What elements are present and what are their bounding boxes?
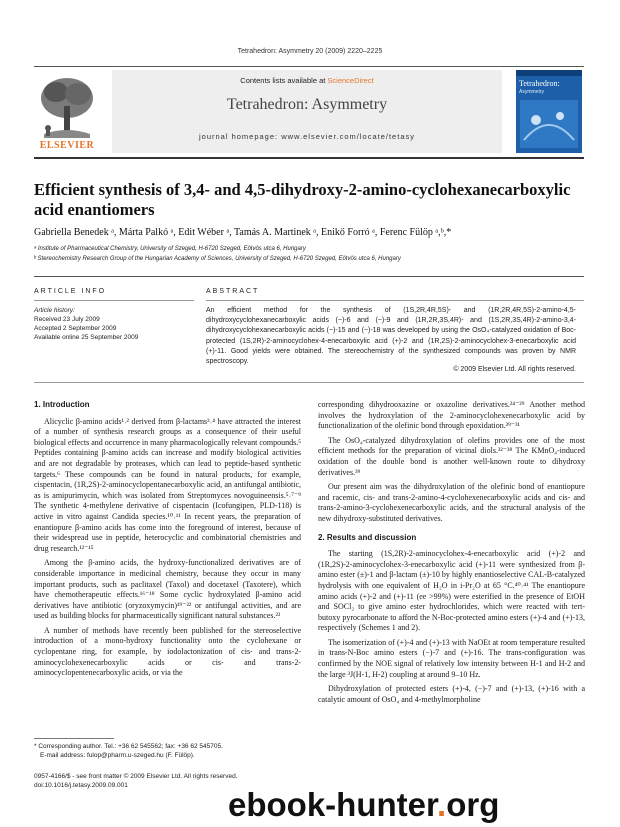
history-label: Article history: bbox=[34, 307, 75, 314]
corresponding-author: * Corresponding author. Tel.: +36 62 545562; fax: +36 62 545705. bbox=[34, 743, 223, 750]
body-top-rule bbox=[34, 382, 584, 383]
journal-homepage[interactable]: journal homepage: www.elsevier.com/locate/tetasy bbox=[198, 132, 415, 141]
publisher-name: ELSEVIER bbox=[39, 140, 95, 151]
abstract-rule bbox=[206, 300, 584, 301]
intro-paragraph-3: A number of methods have recently been published for the stereoselective introduction of a mono-hydroxy functionality onto the cyclohexane or cyclopentane ring, for example, by iodolactonization of cis- and trans-2-aminocyclohexenecarboxylic acids or cis- and trans-2-aminocyclopentenecarboxylic acids, or via the bbox=[34, 625, 301, 678]
left-column bbox=[34, 400, 301, 780]
abstract-heading: ABSTRACT bbox=[206, 288, 260, 295]
header-top-rule bbox=[34, 66, 584, 67]
copyright-line: © 2009 Elsevier Ltd. All rights reserved. bbox=[453, 366, 576, 373]
contents-prefix: Contents lists available at bbox=[240, 76, 328, 85]
sciencedirect-link[interactable]: ScienceDirect bbox=[327, 76, 374, 85]
affiliation-a: ᵃ Institute of Pharmaceutical Chemistry, University of Szeged, H-6720 Szeged, Eötvös utca 6, Hungary bbox=[34, 246, 306, 252]
footnote bbox=[34, 742, 301, 760]
journal-reference: Tetrahedron: Asymmetry 20 (2009) 2220–2225 bbox=[237, 48, 383, 55]
results-paragraph-3: Dihydroxylation of protected esters (+)-4, (−)-7 and (+)-13, (+)-16 with a catalytic amount of OsO₄ and 4-methylmorpholine bbox=[318, 684, 585, 704]
results-paragraph-1: The starting (1S,2R)-2-aminocyclohex-4-enecarboxylic acid (+)-2 and (1R,2S)-2-aminocyclohex-3-enecarboxylic acid (+)-11 were synthesized from β-amino ester (±)-1 and β-lactam (±)-10 by highly enantioselective CAL-B-catalyzed hydrolysis with one equivalent of H₂O in i-Pr₂O at 65 °C.⁴⁰˒⁴¹ The enantiopure amino acids (+)-2 and (+)-11 (ee >99%) were esterified in the presence of EtOH and SOCl₂ to give amino ester hydrochlorides, which were reacted with tert-butoxy pyrocarbonate to afford the N-Boc-protected amino esters (+)-4 and (+)-13, respectively (Schemes 1 and 2). bbox=[318, 549, 585, 633]
abstract-text: An efficient method for the synthesis of (1S,2R,4R,5S)- and (1R,2R,4R,5S)-2-amino-4,5-dihydroxycyclohexanecarboxylic acids (−)-6 and (−)-9 and (1R,2R,3S,4R)- and (1S,2R,3S,4R)-2-amino-3,4-dihydroxycyclohexanecarboxylic acids (−)-15 and (−)-18 was developed by using the OsO₄-catalyzed oxidation of Boc-protected (1S,2R)-2-aminocyclohex-4-enecarboxylic acid (+)-2 and (1R,2S)-2-aminocyclohex-3-enecarboxylic acid (+)-11. Good yields were obtained. The stereochemistry of the synthesized compounds was proven by NMR spectroscopy. bbox=[206, 307, 576, 366]
right-paragraph-1: corresponding dihydrooxazine or oxazoline derivatives.²⁴⁻²⁹ Another method involves the hydroxylation of the 2-aminocyclohexenecarboxylic acid by functionalization of the olefinic bond through epoxidation.²⁹⁻³¹ bbox=[318, 400, 585, 431]
watermark-dot: . bbox=[437, 786, 447, 823]
article-history bbox=[34, 306, 194, 342]
issn-line: 0957-4166/$ - see front matter © 2009 Elsevier Ltd. All rights reserved. bbox=[34, 773, 238, 780]
cover-title: Tetrahedron: bbox=[519, 79, 560, 88]
cover-subtitle: Asymmetry bbox=[519, 89, 544, 95]
intro-paragraph-1: Alicyclic β-amino acids¹˒² derived from β-lactams³˒⁴ have attracted the interest of a number of synthesis research groups as a consequence of their useful biological effects and occurrence in many pharmacologically relevant compounds.⁵ Peptides containing β-amino acids can increase and modify biological activities and are not degradable by proteases, which can lead to peptide-based synthetic targets.⁶ These compounds can be found in natural products, for example, cispentacin, (1R,2S)-2-aminocyclopentanecarboxylic acid, an antifungal antibiotic, as is amipurimycin, which was isolated from Streptomyces novoguineensis.⁵˒⁷⁻⁹ The synthetic 4-methylene derivative of cispentacin (Icofungipen, PLD-118) is active in vitro against Candida species.¹⁰˒¹¹ In recent years, the preparation of enantiopure β-amino acids has come into the foreground of interest, because of their widespread use in peptide, heterocyclic and combinatorial chemistries and drug research.¹²⁻¹⁵ bbox=[34, 416, 301, 553]
header-bottom-rule bbox=[34, 157, 584, 159]
results-heading: 2. Results and discussion bbox=[318, 532, 417, 542]
journal-cover bbox=[516, 70, 582, 153]
journal-name: Tetrahedron: Asymmetry bbox=[226, 96, 388, 113]
contents-line bbox=[112, 76, 502, 85]
watermark-prefix: ebook-hunter bbox=[228, 786, 438, 823]
article-title: Efficient synthesis of 3,4- and 4,5-dihydroxy-2-amino-cyclohexanecarboxylic acid enantiomers bbox=[34, 180, 571, 219]
introduction-heading: 1. Introduction bbox=[34, 400, 90, 409]
results-paragraph-2: The isomerization of (+)-4 and (+)-13 with NaOEt at room temperature resulted in trans-N-Boc amino esters (−)-7 and (+)-16. The trans-configuration was confirmed by the NOE signal of relatively low intensity between H-1 and H-2 and the large ³J(H-1, H-2) coupling at around 9–10 Hz. bbox=[318, 637, 585, 679]
watermark-suffix: org bbox=[446, 786, 500, 823]
right-paragraph-3: Our present aim was the dihydroxylation of the olefinic bond of enantiopure and racemic, cis- and trans-2-amino-4-cyclohexenecarboxylic acids and cis- and trans-2-amino-3-cyclohexenecarboxylic acids, and the structural analysis of the new dihydroxy-substituted derivatives. bbox=[318, 482, 585, 523]
affiliation-b: ᵇ Stereochemistry Research Group of the Hungarian Academy of Sciences, University of Szeged, H-6720 Szeged, Eötvös utca 6, Hungary bbox=[34, 256, 401, 262]
accepted-date: Accepted 2 September 2009 bbox=[34, 325, 117, 332]
info-top-rule bbox=[34, 276, 584, 277]
footnote-rule bbox=[34, 738, 114, 739]
article-info-rule bbox=[34, 300, 194, 301]
doi-line[interactable]: doi:10.1016/j.tetasy.2009.09.001 bbox=[34, 782, 128, 789]
right-paragraph-2: The OsO₄-catalyzed dihydroxylation of olefins provides one of the most efficient methods for the preparation of vicinal diols.³²⁻³⁸ The KMnO₄-induced oxidation of the double bond is another well-known route to dihydroxy derivatives.³⁹ bbox=[318, 435, 585, 477]
article-info-heading: ARTICLE INFO bbox=[34, 288, 107, 295]
received-date: Received 23 July 2009 bbox=[34, 316, 100, 323]
intro-paragraph-2: Among the β-amino acids, the hydroxy-functionalized derivatives are of considerable importance in medicinal chemistry, because they occur in many important products, such as paclitaxel (Taxol) and docetaxel (Taxotere), which have chemotherapeutic effects.¹⁶⁻¹⁸ Some cyclic hydroxylated β-amino acid derivatives have antibiotic (oryzoxymycin)¹⁹⁻²² or antifungal activities, and are used as building blocks for pharmaceutically significant natural substances.²³ bbox=[34, 558, 301, 621]
elsevier-logo bbox=[34, 70, 100, 153]
watermark bbox=[228, 786, 608, 826]
online-date: Available online 25 September 2009 bbox=[34, 334, 139, 341]
author-list: Gabriella Benedek ᵃ, Márta Palkó ᵃ, Edit Wéber ᵃ, Tamás A. Martinek ᵃ, Enikő Forró ᵃ, Ferenc Fülöp ᵃ,ᵇ,* bbox=[34, 227, 452, 238]
email-address[interactable]: E-mail address: fulop@pharm.u-szeged.hu (F. Fülöp). bbox=[40, 752, 195, 759]
right-column bbox=[318, 400, 585, 782]
